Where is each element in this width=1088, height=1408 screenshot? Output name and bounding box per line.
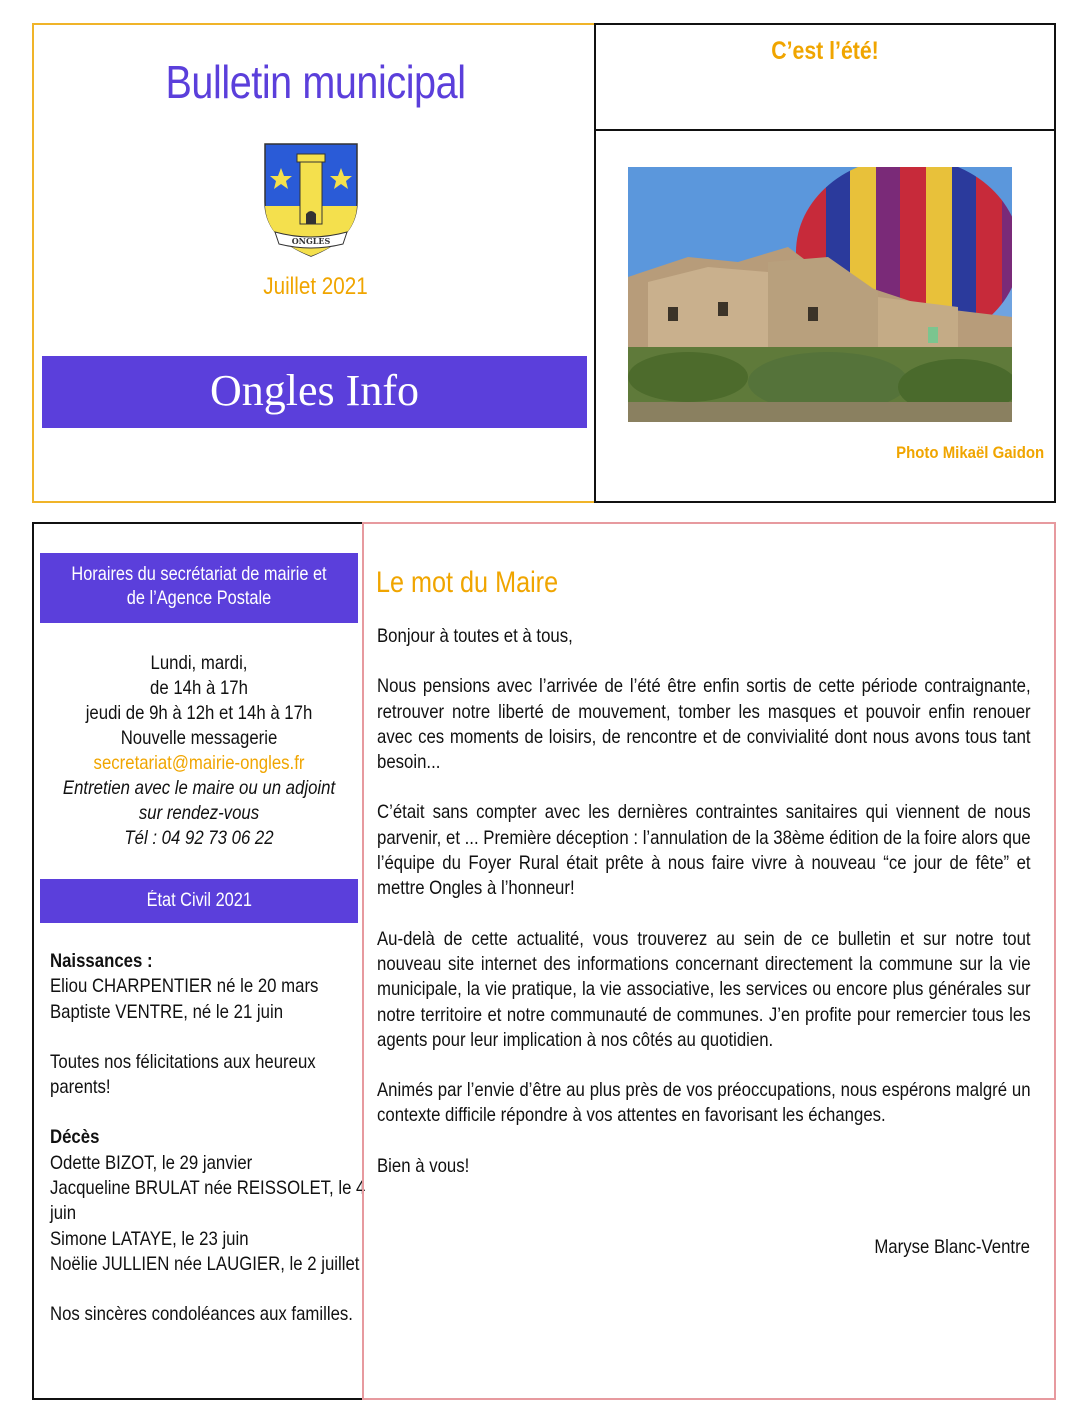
- hours-line: Nouvelle messagerie: [120, 727, 278, 749]
- births-note: parents!: [50, 1076, 111, 1099]
- births-note: Toutes nos félicitations aux heureux: [50, 1050, 316, 1073]
- paragraph: C’était sans compter avec les dernières contraintes sanitaires qui viennent de nous parvenir, et ... Première déception : l’annulation de la 38ème édition de la foire alors que l’équipe du Foyer Rural était prête à nous faire vivre à nouveau “ce jour de fête” et mettre Ongles à l’honneur!: [377, 801, 1031, 900]
- civil-heading-text: État Civil 2021: [146, 890, 252, 911]
- hours-heading: [40, 553, 358, 623]
- hours-block: [34, 651, 364, 851]
- hot-air-balloon-photo: [628, 167, 1012, 422]
- hours-line: Lundi, mardi,: [150, 652, 248, 674]
- crest-label: ONGLES: [291, 236, 331, 246]
- birth-entry: Eliou CHARPENTIER né le 20 mars: [50, 975, 319, 998]
- paragraph: Bonjour à toutes et à tous,: [377, 625, 573, 647]
- paragraph: Bien à vous!: [377, 1154, 470, 1177]
- death-entry: Odette BIZOT, le 29 janvier: [50, 1151, 253, 1174]
- mayor-signature: Maryse Blanc-Ventre: [874, 1236, 1030, 1258]
- births-label: Naissances :: [50, 950, 153, 972]
- birth-entry: Baptiste VENTRE, né le 21 juin: [50, 1000, 284, 1023]
- paragraph: Nous pensions avec l’arrivée de l’été être enfin sortis de cette période contraignante, retrouver notre liberté de mouvement, tomber les masques et pouvoir enfin renouer avec ces moments de loisirs, de rencontre et de convivialité dont nous avons tous tant besoin...: [377, 675, 1031, 774]
- photo-credit: Photo Mikaël Gaidon: [896, 443, 1044, 462]
- email-link[interactable]: secretariat@mairie-ongles.fr: [93, 752, 305, 774]
- hours-heading-text: Horaires du secrétariat de mairie et de l’Agence Postale: [71, 564, 327, 609]
- death-entry: Simone LATAYE, le 23 juin: [50, 1227, 249, 1250]
- hours-line: de 14h à 17h: [150, 677, 248, 699]
- mayor-message: [362, 522, 1056, 1400]
- mayor-title: Le mot du Maire: [376, 566, 559, 599]
- feature-box: [594, 23, 1056, 503]
- feature-heading: C’est l’été!: [771, 37, 879, 65]
- phone-number: Tél : 04 92 73 06 22: [124, 827, 274, 849]
- hours-line: jeudi de 9h à 12h et 14h à 17h: [85, 702, 313, 724]
- ongles-coat-of-arms-icon: [261, 140, 361, 260]
- deaths-note: Nos sincères condoléances aux familles.: [50, 1303, 353, 1326]
- publication-banner: Ongles Info: [42, 356, 587, 428]
- appointment-line: Entretien avec le maire ou un adjoint: [62, 777, 336, 799]
- civil-status-block: [50, 949, 366, 1328]
- death-entry: juin: [50, 1202, 77, 1225]
- death-entry: Noëlie JULLIEN née LAUGIER, le 2 juillet: [50, 1252, 360, 1275]
- page-title: Bulletin municipal: [165, 56, 466, 108]
- civil-heading: [40, 879, 358, 923]
- mayor-body: [377, 624, 1031, 1204]
- info-sidebar: [32, 522, 364, 1400]
- issue-date: Juillet 2021: [263, 273, 368, 300]
- masthead: [32, 23, 595, 503]
- divider: [596, 129, 1054, 131]
- paragraph: Au-delà de cette actualité, vous trouverez au sein de ce bulletin et sur notre tout nouveau site internet des informations concernant directement la commune sur la vie municipale, la vie pratique, la vie associative, les services ou encore plus générales sur notre territoire et notre communauté de communes. J’en profite pour remercier tous les agents pour leur implication à nos côtés au quotidien.: [377, 927, 1031, 1051]
- deaths-label: Décès: [50, 1126, 100, 1149]
- appointment-line: sur rendez-vous: [138, 802, 260, 824]
- death-entry: Jacqueline BRULAT née REISSOLET, le 4: [50, 1177, 366, 1200]
- paragraph: Animés par l’envie d’être au plus près de vos préoccupations, nous espérons malgré un contexte difficile répondre à vos attentes en favorisant les échanges.: [377, 1079, 1031, 1127]
